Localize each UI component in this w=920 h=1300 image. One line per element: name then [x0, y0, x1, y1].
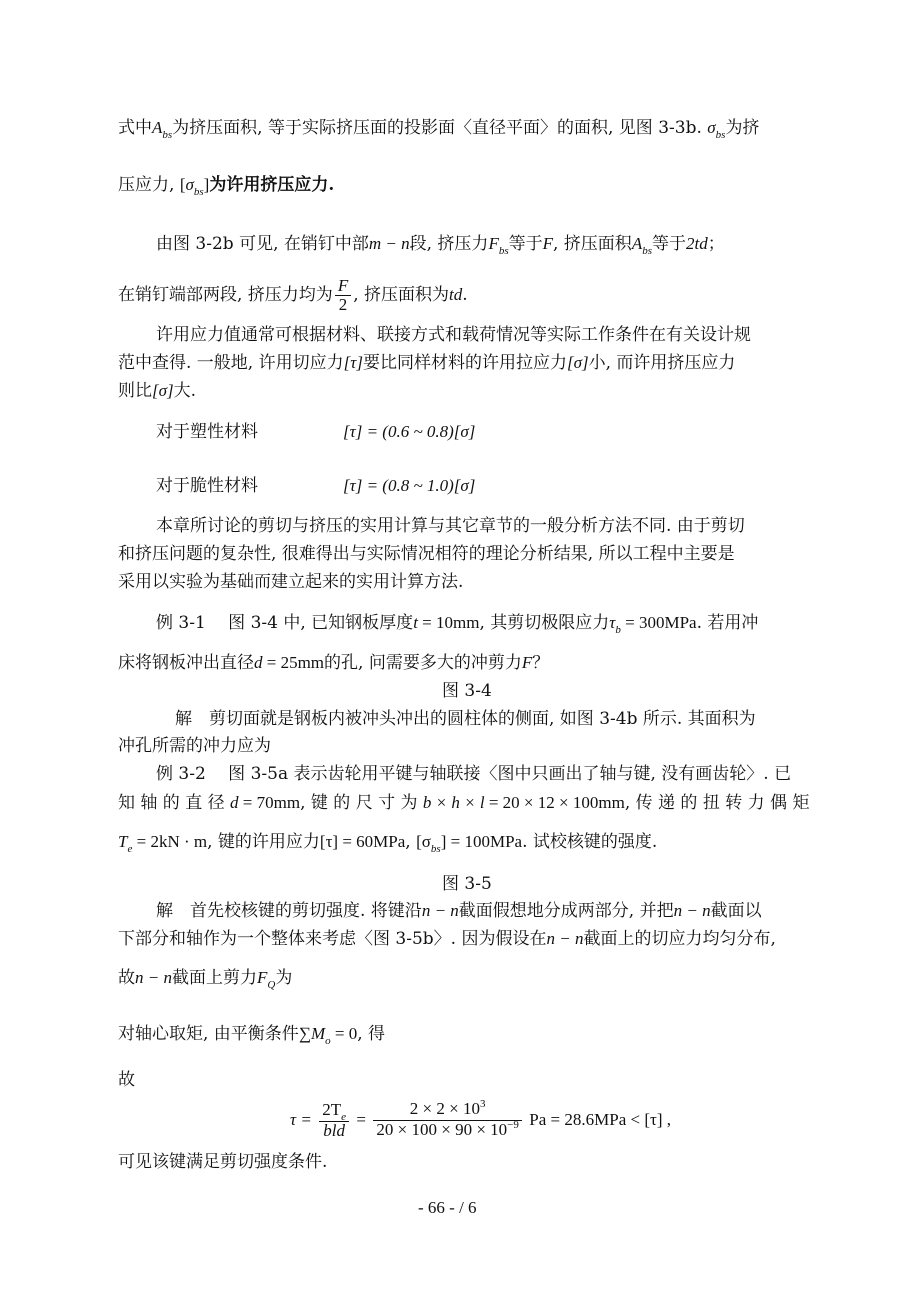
text: 冲孔所需的冲力应为 — [118, 736, 271, 756]
text: 截面上剪力 — [171, 968, 257, 988]
paragraph-line — [118, 1069, 135, 1091]
text: 为挤 — [725, 118, 760, 138]
text: 在销钉端部两段, 挤压力均为 — [118, 285, 333, 305]
paragraph-line — [118, 652, 549, 674]
math: Pa = 28.6MPa < [τ] , — [529, 1110, 671, 1129]
text: 下部分和轴作为一个整体来考虑〈图 3-5b〉. 因为假设在 — [118, 929, 547, 949]
math-sub: b — [615, 624, 621, 636]
paragraph-line — [156, 612, 758, 636]
fraction-denominator — [373, 1121, 521, 1141]
paragraph-line — [118, 967, 292, 991]
math-sup: 3 — [479, 1098, 486, 1110]
math: A — [631, 234, 643, 253]
math: t — [413, 613, 418, 632]
math: = 25mm — [262, 653, 325, 672]
paragraph-line — [118, 735, 271, 757]
paragraph-line — [118, 1151, 327, 1173]
math: [ — [179, 175, 186, 194]
math: = — [356, 1110, 366, 1129]
math: [σ] — [152, 381, 174, 400]
text: , — [405, 832, 411, 852]
math-sub: bs — [162, 129, 173, 141]
math: A — [152, 118, 163, 137]
text: 要比同样材料的许用拉应力 — [362, 353, 567, 373]
text: 的孔, 问需要多大的冲剪力 — [324, 653, 522, 673]
text: 采用以实验为基础而建立起来的实用计算方法. — [118, 572, 464, 592]
math: = 70mm — [238, 793, 301, 812]
text: 为 — [275, 968, 293, 988]
math: n − n — [673, 901, 711, 920]
math: τ — [609, 613, 616, 632]
math: [τ] = (0.8 ~ 1.0)[σ] — [343, 476, 476, 495]
math-sub: bs — [715, 129, 726, 141]
text: , 挤压面积 — [553, 234, 632, 254]
paragraph-line — [118, 352, 735, 374]
math: td — [449, 285, 463, 304]
paragraph-line — [118, 380, 196, 402]
material-row-brittle — [156, 475, 258, 497]
math: = 300MPa — [620, 613, 697, 632]
formula — [343, 475, 475, 497]
math-sub: e — [127, 843, 133, 855]
text: 为挤压面积, 等于实际挤压面的投影面〈直径平面〉的面积, 见图 3-3b. — [172, 118, 702, 138]
math: σ — [185, 175, 194, 194]
fraction — [335, 277, 351, 314]
math: τ = — [290, 1110, 312, 1129]
math: d — [230, 793, 239, 812]
fraction — [373, 1100, 521, 1141]
text: 本章所讨论的剪切与挤压的实用计算与其它章节的一般分析方法不同. 由于剪切 — [156, 516, 745, 536]
math: = 100MPa — [446, 832, 523, 851]
paragraph-line — [156, 324, 751, 346]
text: 截面假想地分成两部分, 并把 — [458, 901, 674, 921]
formula — [343, 421, 475, 443]
text: . — [462, 285, 468, 305]
math: [τ] — [343, 353, 363, 372]
paragraph-line — [118, 571, 463, 593]
math: = 60MPa — [338, 832, 406, 851]
paragraph-line — [175, 708, 756, 730]
text: 截面以 — [710, 901, 762, 921]
text: , 其剪切极限应力 — [479, 613, 610, 633]
material-row-plastic — [156, 421, 258, 443]
text: 解 首先校核键的剪切强度. 将键沿 — [156, 901, 422, 921]
text: 则比 — [118, 381, 152, 401]
math-sub: bs — [430, 843, 441, 855]
text: 式中 — [118, 118, 152, 138]
paragraph-line — [118, 543, 735, 565]
text: 例 3-2 图 3-5a 表示齿轮用平键与轴联接〈图中只画出了轴与键, 没有画齿轮〉. 已 — [156, 764, 792, 784]
text: 压应力, — [118, 175, 175, 195]
text: 对轴心取矩, 由平衡条件 — [118, 1024, 299, 1044]
math: 2td — [685, 234, 708, 253]
math: b × h × l — [422, 793, 485, 812]
text: , 传 递 的 扭 转 力 偶 矩 — [624, 793, 810, 813]
text: , 挤压面积为 — [353, 285, 450, 305]
figure-caption — [442, 680, 492, 702]
math-sub: bs — [642, 245, 652, 257]
math: [σ] — [566, 353, 589, 372]
text: ； — [707, 234, 725, 254]
math: [τ] = (0.6 ~ 0.8)[σ] — [343, 422, 476, 441]
math: = 0 — [330, 1024, 358, 1043]
math: 2T — [322, 1100, 342, 1119]
math-sub: Q — [267, 979, 276, 991]
text: , 键 的 尺 寸 为 — [300, 793, 418, 813]
text: . 若用冲 — [696, 613, 759, 633]
math: = 2kN · m — [132, 832, 208, 851]
math: F — [488, 234, 499, 253]
math-sup: −9 — [507, 1119, 519, 1131]
text: 段, 挤压力 — [409, 234, 489, 254]
math-sub: o — [325, 1035, 331, 1047]
paragraph-line — [156, 900, 762, 922]
paragraph-line — [118, 831, 657, 855]
text: 可见该键满足剪切强度条件. — [118, 1152, 328, 1172]
math-sub: bs — [498, 245, 509, 257]
page-number — [418, 1197, 477, 1219]
paragraph-line — [156, 233, 725, 257]
display-equation — [290, 1096, 671, 1144]
math: 20 × 100 × 90 × 10 — [376, 1120, 508, 1139]
math: m − n — [368, 234, 410, 253]
text: 解 剪切面就是钢板内被冲头冲出的圆柱体的侧面, 如图 3-4b 所示. 其面积为 — [175, 709, 756, 729]
text: 故 — [118, 968, 135, 988]
paragraph-line — [118, 117, 759, 141]
text: 图 3-4 — [442, 681, 492, 701]
math: T — [118, 832, 128, 851]
figure-caption — [442, 873, 492, 895]
math: F — [542, 234, 553, 253]
math: n − n — [546, 929, 584, 948]
paragraph-line — [118, 1023, 385, 1047]
math: d — [254, 653, 263, 672]
text: 由图 3-2b 可见, 在销钉中部 — [156, 234, 369, 254]
math: = 20 × 12 × 100mm — [484, 793, 625, 812]
paragraph-line — [156, 763, 791, 785]
text: 等于 — [508, 234, 543, 254]
text: 许用应力值通常可根据材料、联接方式和载荷情况等实际工作条件在有关设计规 — [156, 325, 751, 345]
math: F — [521, 653, 533, 672]
math: = 10mm — [417, 613, 480, 632]
text: , 键的许用应力 — [207, 832, 320, 852]
paragraph-line — [118, 174, 334, 198]
math: [τ] — [319, 832, 339, 851]
paragraph-line — [156, 515, 745, 537]
math: M — [310, 1024, 326, 1043]
math-sub: e — [341, 1111, 346, 1123]
text: 和挤压问题的复杂性, 很难得出与实际情况相符的理论分析结果, 所以工程中主要是 — [118, 544, 735, 564]
text: 对于脆性材料 — [156, 476, 258, 496]
text: 范中查得. 一般地, 许用切应力 — [118, 353, 344, 373]
fraction — [319, 1101, 349, 1140]
paragraph-line — [118, 928, 776, 950]
text: 床将钢板冲出直径 — [118, 653, 254, 673]
paragraph-line — [118, 275, 468, 315]
text: 截面上的切应力均匀分布, — [583, 929, 776, 949]
fraction-numerator: F — [335, 277, 351, 296]
math: ] — [440, 832, 447, 851]
paragraph-line — [118, 792, 809, 814]
text: 等于 — [651, 234, 686, 254]
math: σ — [707, 118, 716, 137]
math: n − n — [421, 901, 459, 920]
fraction-numerator — [319, 1101, 349, 1122]
math: ] — [203, 175, 210, 194]
math: [σ — [416, 832, 431, 851]
text: 例 3-1 图 3-4 中, 已知钢板厚度 — [156, 613, 414, 633]
math-sub: bs — [193, 186, 204, 198]
text: , 得 — [357, 1024, 386, 1044]
text: 知 轴 的 直 径 — [118, 793, 225, 813]
math: 2 × 2 × 10 — [409, 1099, 480, 1118]
bold-text: 为许用挤压应力. — [209, 175, 335, 195]
text: 对于塑性材料 — [156, 422, 258, 442]
fraction-denominator: 2 — [338, 295, 348, 314]
text: ？ — [532, 653, 550, 673]
text: - 66 - / 6 — [418, 1198, 477, 1217]
math: n − n — [135, 968, 172, 987]
text: 大. — [173, 381, 197, 401]
math: F — [256, 968, 268, 987]
text: 故 — [118, 1070, 135, 1090]
fraction-denominator: bld — [323, 1121, 345, 1140]
text: 小, 而许用挤压应力 — [588, 353, 736, 373]
math: ∑ — [298, 1024, 311, 1043]
text: . 试校核键的强度. — [522, 832, 658, 852]
text: 图 3-5 — [442, 874, 492, 894]
fraction-numerator — [373, 1100, 521, 1121]
